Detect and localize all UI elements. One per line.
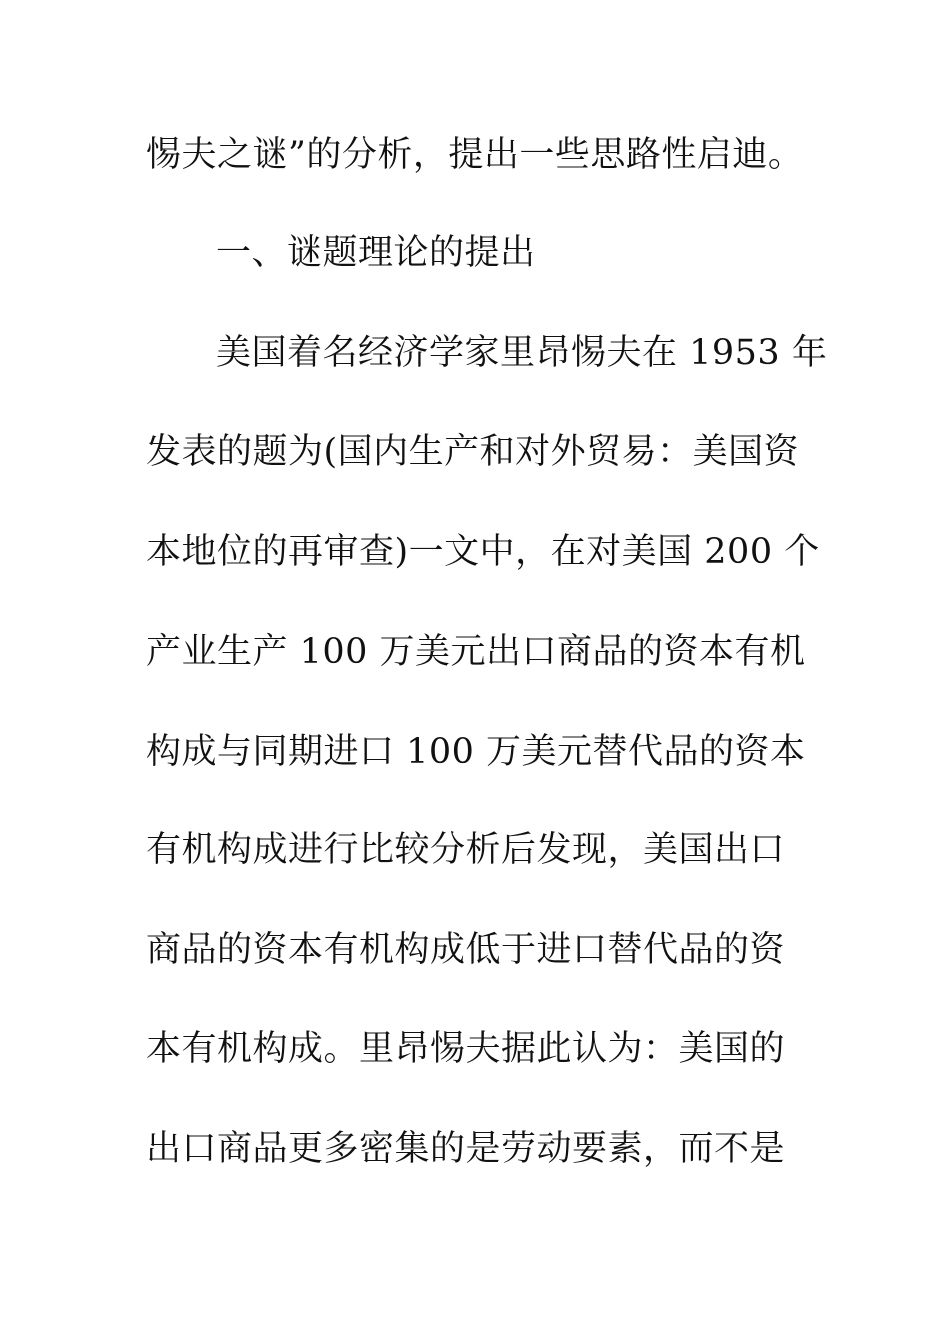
text-line: 出口商品更多密集的是劳动要素，而不是 (146, 1129, 786, 1169)
paragraph-first-line: 美国着名经济学家里昂惕夫在 1953 年 (216, 333, 828, 373)
text-line: 发表的题为(国内生产和对外贸易：美国资 (146, 432, 800, 472)
text-line: 惕夫之谜”的分析，提出一些思路性启迪。 (146, 135, 804, 175)
text-line: 产业生产 100 万美元出口商品的资本有机 (146, 632, 806, 672)
text-line: 本地位的再审查)一文中，在对美国 200 个 (146, 532, 820, 572)
section-heading: 一、谜题理论的提出 (216, 233, 536, 273)
text-line: 构成与同期进口 100 万美元替代品的资本 (146, 732, 806, 772)
text-line: 有机构成进行比较分析后发现，美国出口 (146, 830, 786, 870)
text-line: 商品的资本有机构成低于进口替代品的资 (146, 930, 786, 970)
text-line: 本有机构成。里昂惕夫据此认为：美国的 (146, 1029, 786, 1069)
